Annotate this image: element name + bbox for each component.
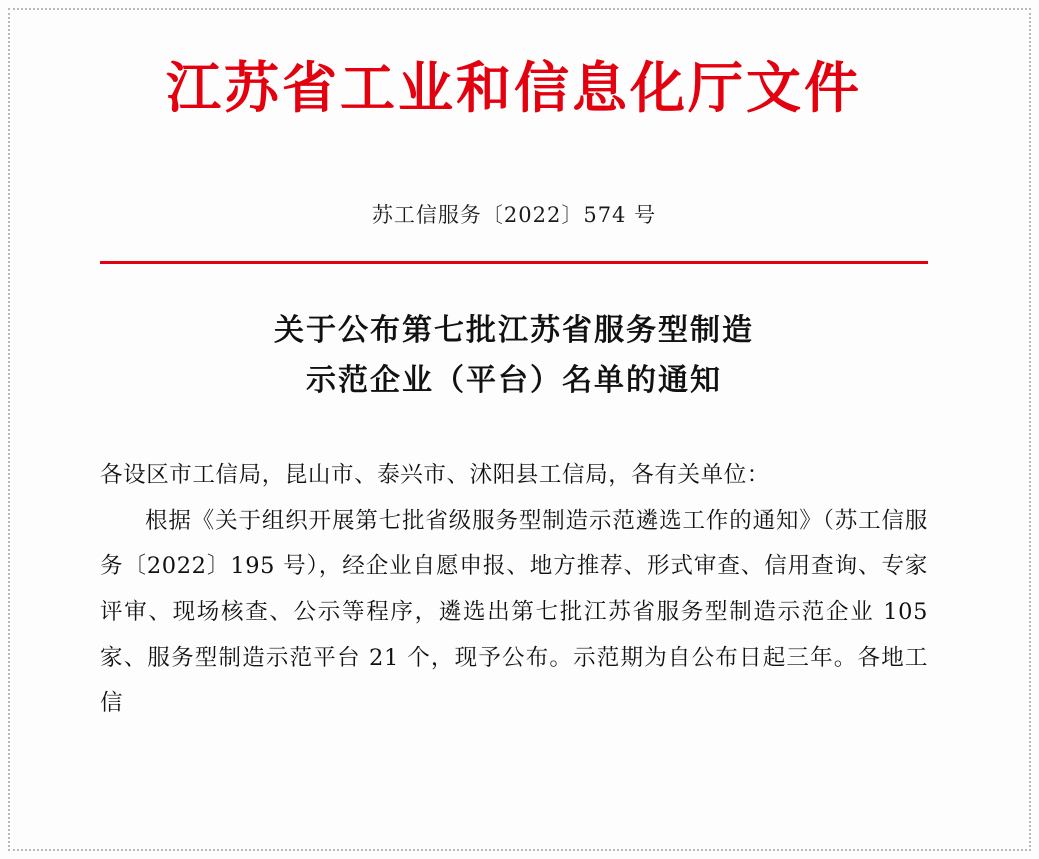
document-body (100, 453, 928, 727)
body-paragraph-1: 根据《关于组织开展第七批省级服务型制造示范遴选工作的通知》（苏工信服务〔2022〕195 号），经企业自愿申报、地方推荐、形式审查、信用查询、专家评审、现场核查、公示等程序，遴选出第七批江苏省服务型制造示范企业 105 家、服务型制造示范平台 21 个，现予公布。示范期为自公布日起三年。各地工信 (100, 507, 928, 717)
document-number: 苏工信服务〔2022〕574 号 (371, 203, 657, 227)
document-title (100, 306, 928, 405)
red-divider-rule (100, 261, 928, 264)
document-content (100, 0, 928, 859)
page-title-line-2: 示范企业（平台）名单的通知 (306, 362, 722, 398)
page-title-line-1: 关于公布第七批江苏省服务型制造 (274, 313, 754, 348)
body-paragraph-salutation: 各设区市工信局，昆山市、泰兴市、沭阳县工信局，各有关单位： (100, 462, 770, 488)
document-masthead: 江苏省工业和信息化厅文件 (165, 55, 862, 120)
